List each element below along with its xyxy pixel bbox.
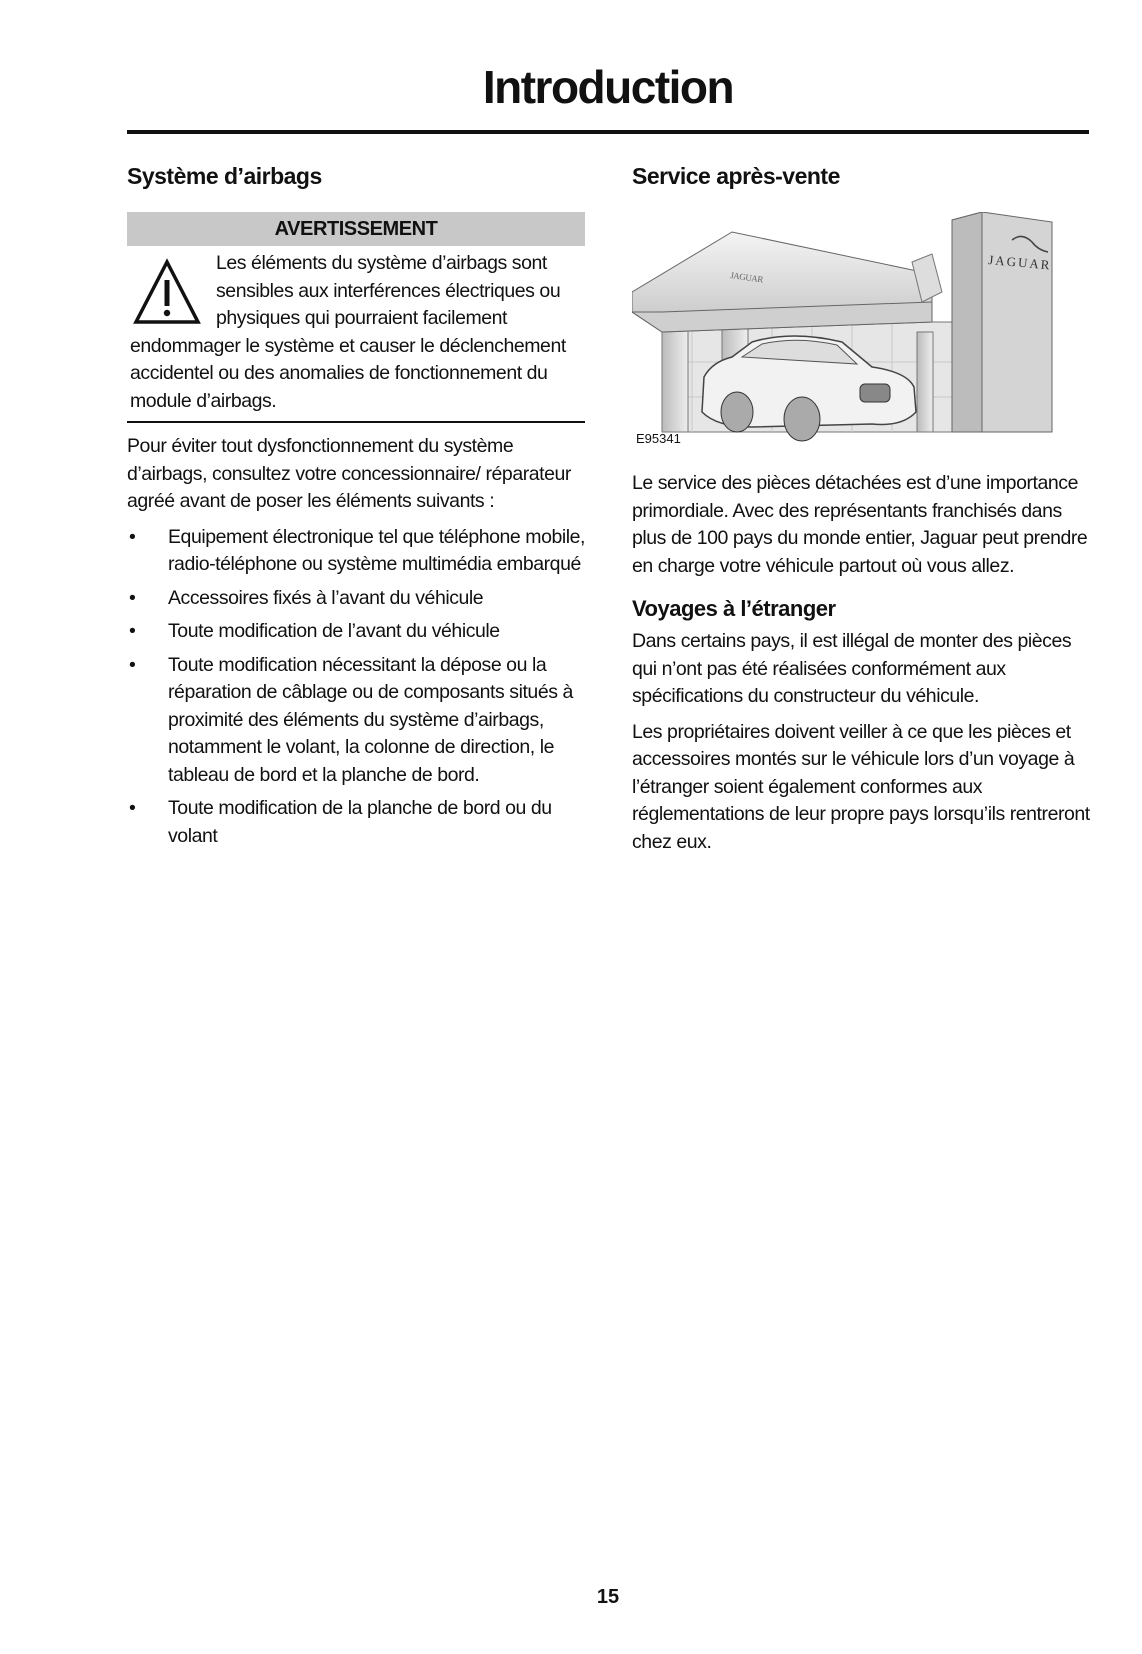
bullet: •: [129, 653, 136, 676]
item-text: Accessoires fixés à l’avant du véhicule: [168, 586, 484, 609]
item-text: Toute modification nécessitant la dépose ou la réparation de câblage ou de composants situés à proximité des éléments du système d’airbags, notamment le volant, la colonne de direction, le tableau de bord et la planche de bord.: [168, 653, 573, 786]
left-column: [127, 160, 585, 856]
airbag-intro: Pour éviter tout dysfonctionnement du système d’airbags, consultez votre concessionnaire/ réparateur agréé avant de poser les éléments suivants :: [127, 435, 571, 512]
section-heading-airbags: Système d’airbags: [127, 163, 322, 189]
dealership-car-image: [632, 212, 1090, 452]
item-text: Toute modification de l’avant du véhicule: [168, 620, 500, 642]
bullet: •: [129, 620, 136, 642]
bullet: •: [129, 586, 136, 609]
list-item: [127, 795, 585, 850]
travel-paragraph-2: Les propriétaires doivent veiller à ce que les pièces et accessoires montés sur le véhicule lors d’un voyage à l’étranger soient également conformes aux réglementations de leur propre pays lorsqu’ils rentreront chez eux.: [632, 720, 1090, 853]
header-rule: [127, 130, 1089, 134]
list-item: [127, 652, 585, 790]
warning-label: AVERTISSEMENT: [127, 212, 585, 246]
item-text: Equipement électronique tel que téléphone mobile, radio-téléphone ou système multimédia embarqué: [168, 525, 586, 575]
list-item: [127, 585, 585, 613]
warning-triangle-icon: [132, 258, 202, 328]
service-text: Le service des pièces détachées est d’une importance primordiale. Avec des représentants franchisés dans plus de 100 pays du monde entier, Jaguar peut prendre en charge votre véhicule partout où vous allez.: [632, 472, 1088, 577]
dealership-illustration: [632, 212, 1090, 452]
figure-label: E95341: [636, 430, 681, 446]
pylon-logo-text: JAGUAR: [987, 252, 1053, 273]
section-heading-travel: Voyages à l’étranger: [632, 596, 836, 621]
airbag-item-list: [127, 524, 585, 851]
bullet: •: [129, 525, 136, 548]
item-text: Toute modification de la planche de bord ou du volant: [168, 797, 552, 847]
travel-paragraph-1: Dans certains pays, il est illégal de monter des pièces qui n’ont pas été réalisées conformément aux spécifications du constructeur du véhicule.: [632, 630, 1072, 707]
page-number: 15: [596, 1586, 620, 1608]
canopy-logo-text: JAGUAR: [729, 270, 764, 285]
warning-text: Les éléments du système d’airbags sont sensibles aux interférences électriques ou physiques qui pourraient facilement endommager le système et causer le déclenchement accidentel ou des anomalies de fonctionnement du module d’airbags.: [130, 252, 566, 412]
right-column: [632, 160, 1090, 864]
page-title: Introduction: [482, 61, 734, 113]
list-item: [127, 524, 585, 579]
warning-box: [127, 246, 585, 423]
list-item: [127, 618, 585, 646]
section-heading-service: Service après-vente: [632, 163, 840, 189]
bullet: •: [129, 797, 136, 819]
